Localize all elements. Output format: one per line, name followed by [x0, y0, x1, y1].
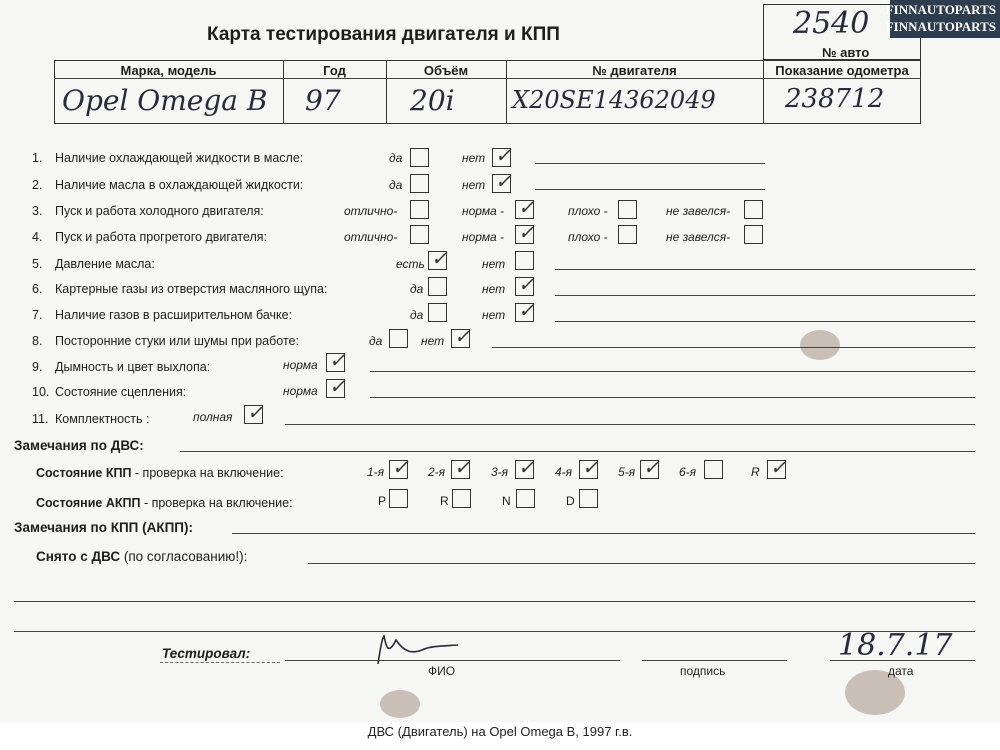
- checkbox-auto-d[interactable]: [579, 489, 598, 508]
- checkbox-gear-5[interactable]: [640, 455, 660, 479]
- removed-from-engine-label: [36, 549, 247, 564]
- option-no: нет: [482, 282, 506, 296]
- checkbox-gear-3[interactable]: [515, 455, 535, 479]
- option-yes: да: [369, 334, 383, 348]
- checkbox-auto-n[interactable]: [516, 489, 535, 508]
- fio-label: ФИО: [428, 664, 456, 678]
- gearbox-check-bold: Состояние КПП: [36, 466, 132, 480]
- auto-gear-label: N: [502, 494, 511, 508]
- option-excellent: отлично-: [344, 230, 398, 244]
- header-volume: Объём: [423, 63, 469, 78]
- item-label: Наличие газов в расширительном бачке:: [55, 308, 293, 322]
- option-yes: да: [410, 282, 424, 296]
- checkbox-normal[interactable]: [326, 374, 346, 398]
- check-mark-icon: ✓: [329, 348, 346, 372]
- item-number: 5.: [32, 257, 43, 271]
- checkbox-yes[interactable]: [410, 174, 429, 193]
- gearbox-check-label: [36, 466, 284, 480]
- remark-line: [555, 295, 975, 296]
- table-header-divider: [54, 78, 921, 79]
- item-label: Пуск и работа прогретого двигателя:: [55, 230, 267, 244]
- gear-label: 6-я: [679, 465, 697, 479]
- item-number: 6.: [32, 282, 43, 296]
- checkbox-gear-1[interactable]: [389, 455, 409, 479]
- item-label: Дымность и цвет выхлопа:: [55, 360, 211, 374]
- gear-label: 3-я: [491, 465, 509, 479]
- value-year: 97: [305, 84, 341, 117]
- checkbox-complete[interactable]: [244, 400, 264, 424]
- remark-line: [308, 563, 975, 564]
- tested-by-label: Тестировал:: [162, 646, 251, 661]
- checkbox-present[interactable]: [428, 246, 448, 270]
- value-odometer: 238712: [785, 84, 885, 114]
- gearbox-check-rest: - проверка на включение:: [131, 466, 284, 480]
- check-mark-icon: ✓: [518, 272, 535, 296]
- remark-line: [370, 371, 975, 372]
- check-mark-icon: ✓: [454, 455, 471, 479]
- option-no: нет: [482, 257, 506, 271]
- remarks-engine-label: Замечания по ДВС:: [14, 438, 144, 453]
- checkbox-yes[interactable]: [410, 148, 429, 167]
- check-mark-icon: ✓: [454, 324, 471, 348]
- item-label: Картерные газы из отверстия масляного щупа:: [55, 282, 328, 296]
- item-number: 7.: [32, 308, 43, 322]
- value-make-model: Opel Omega B: [62, 84, 268, 117]
- watermark-logo: [885, 0, 1000, 38]
- stain: [800, 330, 840, 360]
- signature-line: [642, 660, 787, 661]
- auto-gear-label: R: [440, 494, 449, 508]
- check-mark-icon: ✓: [431, 246, 448, 270]
- item-label: Наличие масла в охлаждающей жидкости:: [55, 178, 304, 192]
- auto-gearbox-check-label: [36, 496, 293, 510]
- remark-line: [232, 533, 975, 534]
- remark-line: [492, 347, 975, 348]
- option-present: есть: [396, 257, 425, 271]
- auto-gear-label: P: [378, 494, 387, 508]
- item-label: Комплектность :: [55, 412, 150, 426]
- option-normal: норма: [283, 384, 318, 398]
- checkbox-not-started[interactable]: [744, 225, 763, 244]
- option-bad: плохо -: [568, 204, 608, 218]
- option-not-started: не завелся-: [666, 230, 731, 244]
- option-bad: плохо -: [568, 230, 608, 244]
- check-mark-icon: ✓: [770, 455, 787, 479]
- header-year: Год: [323, 63, 346, 78]
- checkbox-no[interactable]: [515, 251, 534, 270]
- stain: [380, 690, 420, 718]
- remarks-gearbox-label: Замечания по КПП (АКПП):: [14, 520, 193, 535]
- signature-label: подпись: [680, 664, 726, 678]
- checkbox-no[interactable]: [492, 169, 512, 193]
- image-caption: ДВС (Двигатель) на Opel Omega B, 1997 г.в.: [367, 724, 633, 739]
- checkbox-normal[interactable]: [515, 195, 535, 219]
- check-mark-icon: ✓: [329, 374, 346, 398]
- header-make-model: Марка, модель: [120, 63, 217, 78]
- check-mark-icon: ✓: [247, 400, 264, 424]
- auto-gear-label: D: [566, 494, 575, 508]
- remark-line: [285, 424, 975, 425]
- remark-line: [535, 163, 765, 164]
- checkbox-normal[interactable]: [515, 220, 535, 244]
- checkbox-gear-2[interactable]: [451, 455, 471, 479]
- option-excellent: отлично-: [344, 204, 398, 218]
- auto-gearbox-check-bold: Состояние АКПП: [36, 496, 141, 510]
- item-number: 9.: [32, 360, 43, 374]
- remark-line: [370, 397, 975, 398]
- header-odometer: Показание одометра: [775, 63, 909, 78]
- checkbox-no[interactable]: [515, 272, 535, 296]
- dashed-divider: [160, 662, 280, 663]
- value-engine-number: X20SE14362049: [512, 86, 716, 114]
- option-complete: полная: [193, 410, 233, 424]
- gear-label: 5-я: [618, 465, 636, 479]
- check-mark-icon: ✓: [495, 169, 512, 193]
- header-engine-number: № двигателя: [592, 63, 677, 78]
- checkbox-yes[interactable]: [389, 329, 408, 348]
- remark-line: [555, 269, 975, 270]
- item-label: Пуск и работа холодного двигателя:: [55, 204, 264, 218]
- check-mark-icon: ✓: [518, 455, 535, 479]
- option-yes: да: [389, 178, 403, 192]
- watermark-text: FINNAUTOPARTS: [885, 19, 996, 34]
- date-label: дата: [888, 664, 914, 678]
- form-title: Карта тестирования двигателя и КПП: [207, 24, 560, 45]
- value-volume: 20i: [410, 84, 455, 117]
- option-no: нет: [421, 334, 445, 348]
- checkbox-not-started[interactable]: [744, 200, 763, 219]
- checkbox-yes[interactable]: [428, 303, 447, 322]
- checkbox-gear-r[interactable]: [767, 455, 787, 479]
- check-mark-icon: ✓: [518, 220, 535, 244]
- item-label: Состояние сцепления:: [55, 385, 187, 399]
- gear-label: 2-я: [428, 465, 446, 479]
- option-yes: да: [410, 308, 424, 322]
- checkbox-excellent[interactable]: [410, 200, 429, 219]
- remark-line: [535, 189, 765, 190]
- option-yes: да: [389, 151, 403, 165]
- option-no: нет: [482, 308, 506, 322]
- car-number-handwritten: 2540: [793, 6, 870, 41]
- checkbox-excellent[interactable]: [410, 225, 429, 244]
- item-label: Посторонние стуки или шумы при работе:: [55, 334, 299, 348]
- item-number: 2.: [32, 178, 43, 192]
- checkbox-no[interactable]: [515, 298, 535, 322]
- option-normal: норма -: [462, 204, 505, 218]
- option-normal: норма -: [462, 230, 505, 244]
- check-mark-icon: ✓: [495, 143, 512, 167]
- remark-line: [14, 601, 975, 602]
- option-no: нет: [462, 178, 486, 192]
- gear-label: R: [751, 465, 760, 479]
- removed-rest: (по согласованию!):: [120, 549, 248, 564]
- checkbox-gear-6[interactable]: [704, 460, 723, 479]
- checkbox-yes[interactable]: [428, 277, 447, 296]
- option-no: нет: [462, 151, 486, 165]
- removed-bold: Снято с ДВС: [36, 549, 121, 564]
- item-number: 3.: [32, 204, 43, 218]
- checkbox-auto-r[interactable]: [452, 489, 471, 508]
- checkbox-no[interactable]: [451, 324, 471, 348]
- option-not-started: не завелся-: [666, 204, 731, 218]
- checkbox-bad[interactable]: [618, 200, 637, 219]
- item-number: 1.: [32, 151, 43, 165]
- gear-label: 1-я: [367, 465, 385, 479]
- car-number-label: № авто: [822, 45, 870, 60]
- auto-gearbox-check-rest: - проверка на включение:: [140, 496, 293, 510]
- item-label: Наличие охлаждающей жидкости в масле:: [55, 151, 304, 165]
- check-mark-icon: ✓: [518, 195, 535, 219]
- check-mark-icon: ✓: [582, 455, 599, 479]
- checkbox-bad[interactable]: [618, 225, 637, 244]
- item-label: Давление масла:: [55, 257, 155, 271]
- checkbox-normal[interactable]: [326, 348, 346, 372]
- gear-label: 4-я: [555, 465, 573, 479]
- item-number: 8.: [32, 334, 43, 348]
- remark-line: [14, 631, 975, 632]
- checkbox-auto-p[interactable]: [389, 489, 408, 508]
- check-mark-icon: ✓: [518, 298, 535, 322]
- checkbox-gear-4[interactable]: [579, 455, 599, 479]
- watermark-text: FINNAUTOPARTS: [885, 2, 996, 17]
- item-number: 10.: [32, 385, 50, 399]
- check-mark-icon: ✓: [392, 455, 409, 479]
- item-number: 11.: [32, 412, 49, 426]
- checkbox-no[interactable]: [492, 143, 512, 167]
- option-normal: норма: [283, 358, 318, 372]
- remark-line: [180, 451, 975, 452]
- item-number: 4.: [32, 230, 43, 244]
- date-handwritten: 18.7.17: [838, 628, 953, 663]
- remark-line: [555, 321, 975, 322]
- check-mark-icon: ✓: [643, 455, 660, 479]
